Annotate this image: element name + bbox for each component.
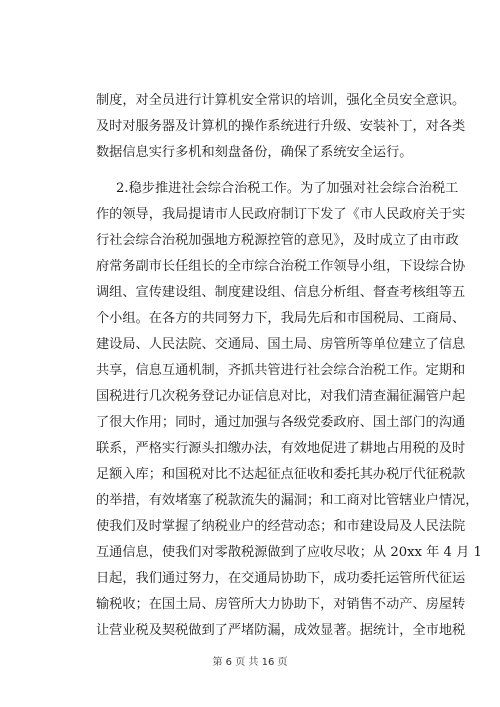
text-line: 输税收；在国土局、房管所大力协助下，对销售不动产、房屋转 bbox=[96, 597, 466, 612]
text-line: 建设局、人民法院、交通局、国土局、房管所等单位建立了信息 bbox=[96, 337, 466, 352]
text-line: 联系，严格实行源头扣缴办法，有效地促进了耕地占用税的及时 bbox=[96, 441, 466, 456]
text-line: 了很大作用；同时，通过加强与各级党委政府、国土部门的沟通 bbox=[96, 415, 466, 430]
text-line: 2.稳步推进社会综合治税工作。为了加强对社会综合治税工 bbox=[116, 181, 459, 196]
text-line: 让营业税及契税做到了严堵防漏，成效显著。据统计，全市地税 bbox=[96, 623, 466, 638]
text-line: 足额入库；和国税对比不达起征点征收和委托其办税厅代征税款 bbox=[96, 467, 466, 482]
page-number-footer: 第 6 页 共 16 页 bbox=[212, 657, 288, 668]
text-line: 互通信息，使我们对零散税源做到了应收尽收；从 20xx 年 4 月 1 bbox=[96, 545, 482, 560]
text-line: 作的领导，我局提请市人民政府制订下发了《市人民政府关于实 bbox=[96, 207, 466, 222]
text-line: 数据信息实行多机和刻盘备份，确保了系统安全运行。 bbox=[96, 145, 413, 160]
text-line: 共享，信息互通机制，齐抓共管进行社会综合治税工作。定期和 bbox=[96, 363, 466, 378]
text-line: 使我们及时掌握了纳税业户的经营动态；和市建设局及人民法院 bbox=[96, 519, 466, 534]
paragraph-2 bbox=[96, 176, 482, 644]
text-line: 日起，我们通过努力，在交通局协助下，成功委托运管所代征运 bbox=[96, 571, 466, 586]
text-line: 的举措，有效堵塞了税款流失的漏洞；和工商对比管辖业户情况， bbox=[96, 493, 479, 508]
text-line: 个小组。在各方的共同努力下，我局先后和市国税局、工商局、 bbox=[96, 311, 466, 326]
text-line: 行社会综合治税加强地方税源控管的意见》，及时成立了由市政 bbox=[96, 233, 459, 248]
text-line: 制度，对全员进行计算机安全常识的培训，强化全员安全意识。 bbox=[96, 93, 466, 108]
body-text bbox=[96, 88, 482, 644]
text-line: 及时对服务器及计算机的操作系统进行升级、安装补丁，对各类 bbox=[96, 119, 466, 134]
text-line: 国税进行几次税务登记办证信息对比，对我们清查漏征漏管户起 bbox=[96, 389, 466, 404]
paragraph-1 bbox=[96, 88, 466, 166]
text-line: 调组、宣传建设组、制度建设组、信息分析组、督查考核组等五 bbox=[96, 285, 466, 300]
text-line: 府常务副市长任组长的全市综合治税工作领导小组，下设综合协 bbox=[96, 259, 466, 274]
